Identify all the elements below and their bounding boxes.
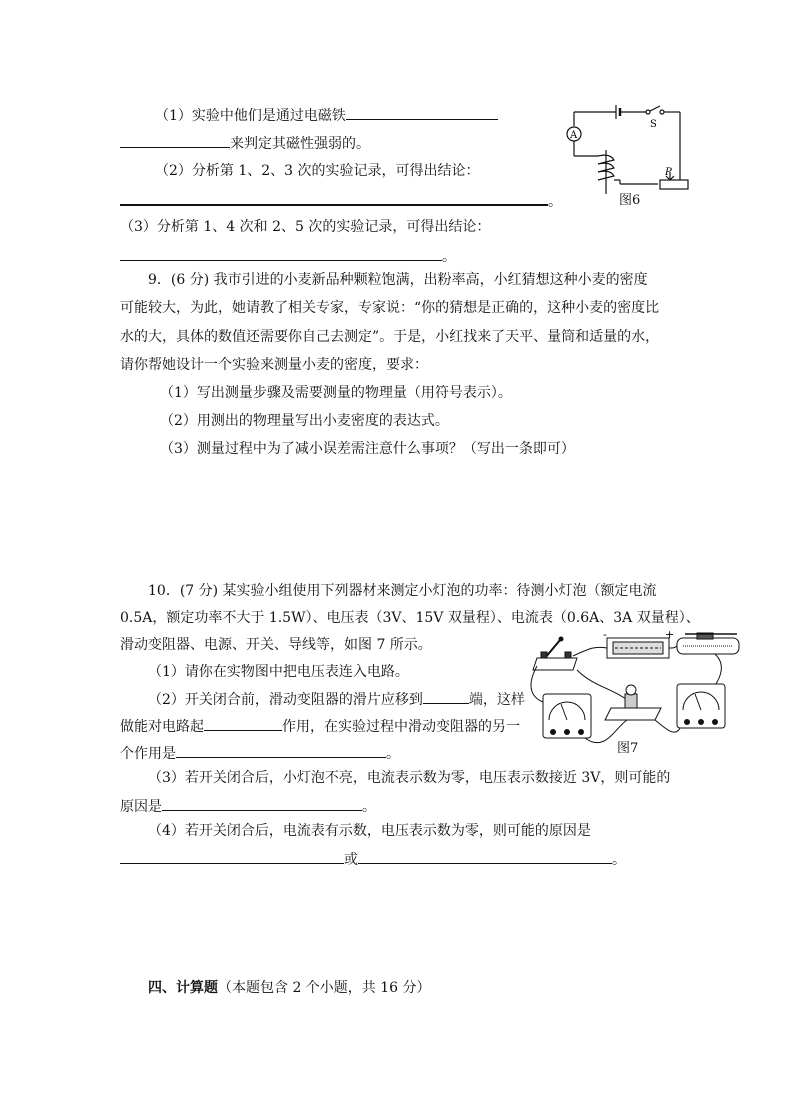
q8-part1-cont: 来判定其磁性强弱的。 [120, 133, 370, 153]
ammeter-label: A [570, 130, 578, 141]
q9-line1: 9．(6 分) 我市引进的小麦新品种颗粒饱满，出粉率高，小红猜想这种小麦的密度 [148, 272, 648, 288]
q8-part3-answer: 。 [120, 246, 456, 266]
q9-line2: 可能较大，为此，她请教了相关专家，专家说：“你的猜想是正确的，这种小麦的密度比 [120, 300, 660, 316]
q9-line3: 水的大，具体的数值还需要你自己去测定”。于是，小红找来了天平、量筒和适量的水， [120, 329, 660, 345]
q8-part2: （2）分析第 1、2、3 次的实验记录，可得出结论： [155, 163, 480, 179]
q10-line2: 0.5A，额定功率不大于 1.5W）、电压表（3V、15V 双量程）、电流表（0.6A、3A 双量程）、 [120, 610, 700, 626]
q10-line3: 滑动变阻器、电源、开关、导线等，如图 7 所示。 [120, 637, 432, 653]
q10-part3-cont: 原因是 。 [120, 796, 376, 816]
q10-part2-cont2: 个作用是 。 [120, 743, 400, 763]
q10-part3: （3）若开关闭合后，小灯泡不亮，电流表示数为零，电压表示数接近 3V，则可能的 [148, 770, 671, 786]
battery-minus-label: - [603, 628, 607, 641]
q10-part1: （1）请你在实物图中把电压表连入电路。 [148, 664, 409, 680]
figure-7-caption: 图7 [617, 741, 639, 756]
slider-label: P [665, 167, 672, 178]
q8-part3: （3）分析第 1、4 次和 2、5 次的实验记录，可得出结论： [120, 219, 491, 235]
answer-blank[interactable] [162, 796, 362, 811]
q10-line1: 10．(7 分) 某实验小组使用下列器材来测定小灯泡的功率：待测小灯泡（额定电流 [148, 583, 657, 599]
q9-line4: 请你帮她设计一个实验来测量小麦的密度，要求： [120, 357, 428, 373]
q9-req2: （2）用测出的物理量写出小麦密度的表达式。 [160, 413, 449, 429]
battery-plus-label: + [665, 628, 675, 641]
q10-part2-cont: 做能对电路起 作用，在实验过程中滑动变阻器的另一 [120, 716, 520, 736]
q9-req3: （3）测量过程中为了减小误差需注意什么事项？（写出一条即可） [160, 441, 575, 457]
answer-blank[interactable] [120, 133, 230, 148]
answer-blank[interactable] [346, 105, 498, 120]
q10-part4: （4）若开关闭合后，电流表有示数，电压表示数为零，则可能的原因是 [148, 823, 591, 839]
q10-part2: （2）开关闭合前，滑动变阻器的滑片应移到 端，这样 [148, 689, 525, 709]
section-4-title: 四、计算题 [148, 980, 218, 996]
section-4-desc: （本题包含 2 个小题，共 16 分） [218, 980, 431, 996]
switch-label: S [650, 119, 657, 130]
answer-blank[interactable] [204, 716, 282, 731]
answer-blank[interactable] [423, 689, 469, 704]
answer-blank[interactable] [176, 743, 386, 758]
answer-blank[interactable] [120, 246, 442, 261]
answer-blank[interactable] [120, 190, 548, 206]
answer-blank[interactable] [120, 849, 344, 864]
q9-req1: （1）写出测量步骤及需要测量的物理量（用符号表示）。 [160, 385, 512, 401]
section-4-heading [148, 979, 431, 997]
q10-part4-cont: 或 。 [120, 849, 626, 869]
figure-6-circuit [562, 100, 692, 200]
q8-part2-answer: 。 [120, 190, 562, 211]
figure-6-caption: 图6 [619, 193, 641, 208]
q8-part1: （1）实验中他们是通过电磁铁 [155, 105, 498, 125]
answer-blank[interactable] [358, 849, 612, 864]
